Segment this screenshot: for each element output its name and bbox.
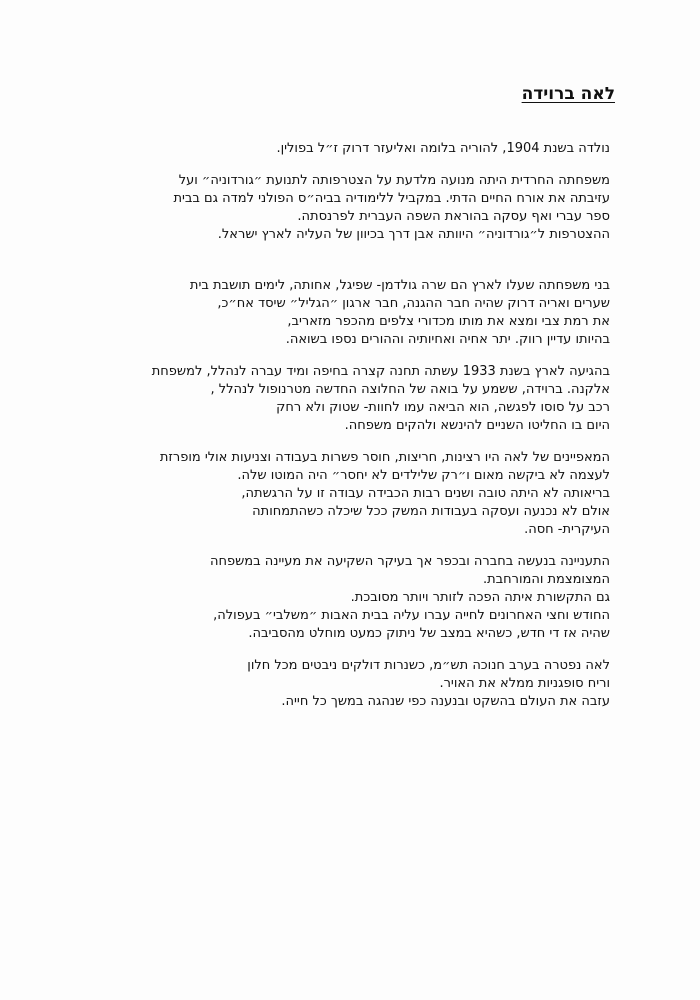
text-line: לעצמה לא ביקשה מאום ו״רק שלילדים לא יחסר״ היה המוטו שלה. (237, 468, 610, 483)
text-line: רכב על סוסו לפגשה, הוא הביאה עמו לחוות- שטוק ולא רחק (276, 400, 610, 415)
text-line: וריח סופגניות ממלא את האויר. (439, 676, 610, 691)
text-line: בהיותו עדיין רווק. יתר אחיה ואחיותיה וההורים נספו בשואה. (285, 332, 610, 347)
text-line: גם התקשורת איתה הפכה לזותר ויותר מסובכת. (350, 590, 610, 605)
document-title: לאה ברוידה (521, 84, 615, 104)
paragraph-later-years (110, 553, 610, 643)
text-line: את רמת צבי ומצא את מותו מכדורי צלפים מהכפר מזאריב, (287, 314, 610, 329)
text-line: החודש וחצי האחרונים לחייה עברו עליה בבית האבות ״משלבי״ בעפולה, (213, 608, 610, 623)
text-line: ספר עברי ואף עסקה בהוראת השפה העברית לפרנסתה. (297, 209, 610, 224)
text-line: העיקרית- חסה. (524, 522, 610, 537)
paragraph-passing (110, 657, 610, 711)
text-line: בריאותה לא היתה טובה ושנים רבות הכבידה עבודה זו על הרגשתה, (241, 486, 610, 501)
text-line: שערים ואריה דרוק שהיה חבר ההגנה, חבר ארגון ״הגליל״ שיסד אח״כ, (217, 296, 610, 311)
text-line: המצומצמת והמורחבת. (482, 572, 610, 587)
text-line: בהגיעה לארץ בשנת 1933 עשתה תחנה קצרה בחיפה ומיד עברה לנהלל, למשפחת (151, 364, 610, 379)
text-line: משפחתה החרדית היתה מנועה מלדעת על הצטרפותה לתנועת ״גורדוניה״ ועל (178, 173, 610, 188)
paragraph-family-background (110, 172, 610, 244)
paragraph-character (110, 449, 610, 539)
paragraph-siblings (110, 277, 610, 349)
text-line: לאה נפטרה בערב חנוכה תש״מ, כשנרות דולקים ניבטים מכל חלון (247, 658, 610, 673)
document-body (110, 140, 610, 711)
text-line: עזיבתה את אורח החיים הדתי. במקביל ללימודיה בביה״ס הפולני למדה גם בבית (173, 191, 610, 206)
text-line: היום בו החליטו השניים להינשא ולהקים משפחה. (344, 418, 610, 433)
text-line: המאפיינים של לאה היו רצינות, חריצות, חוסר פשרות בעבודה וצניעות אולי מופרזת (159, 450, 610, 465)
text-line: אלקנה. ברוידה, ששמע על בואה של החלוצה החדשה מטרנופול לנהלל , (210, 382, 610, 397)
text-line: אולם לא נכנעה ועסקה בעבודות המשק ככל שיכלה כשהתמחותה (252, 504, 610, 519)
text-line: ההצטרפות ל״גורדוניה״ היוותה אבן דרך בכיוון של העליה לארץ ישראל. (217, 227, 610, 242)
text-line: התעניינה בנעשה בחברה ובכפר אך בעיקר השקיעה את מעיינה במשפחה (209, 554, 610, 569)
text-line: בני משפחתה שעלו לארץ הם שרה גולדמן- שפיגל, אחותה, לימים תושבת בית (189, 278, 610, 293)
text-line: עזבה את העולם בהשקט ובנענה כפי שנהגה במשך כל חייה. (281, 694, 610, 709)
paragraph-birth (110, 140, 610, 158)
paragraph-arrival (110, 363, 610, 435)
text-line: שהיה אז די חדש, כשהיא במצב של ניתוק כמעט מוחלט מהסביבה. (248, 626, 610, 641)
text-line: נולדה בשנת 1904, להוריה בלומה ואליעזר דרוק ז״ל בפולין. (276, 141, 610, 156)
